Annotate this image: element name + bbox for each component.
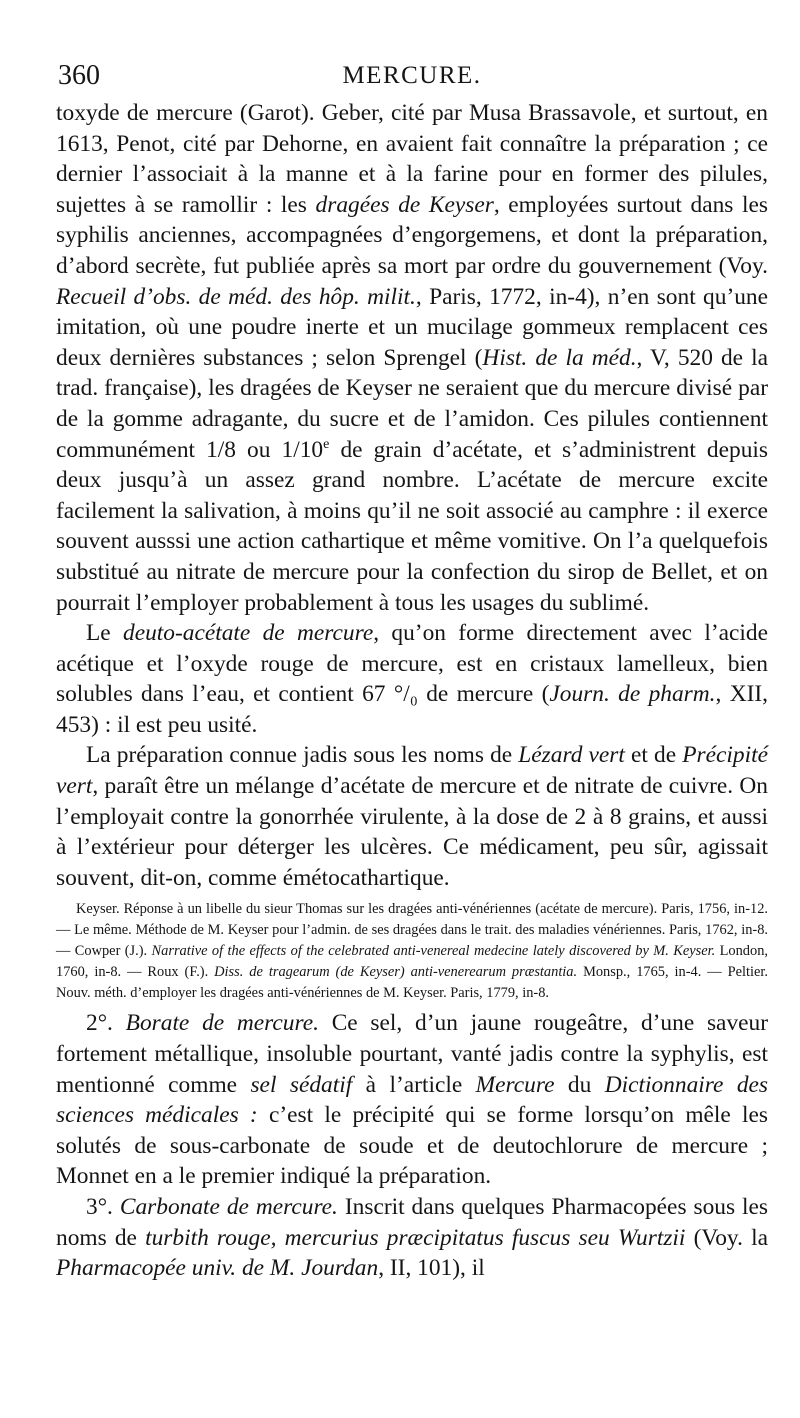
italic-text: sel sédatif	[250, 1071, 353, 1098]
bibliography-notes	[56, 899, 768, 1004]
text-run: Ce sel, d’un jaune rougeâtre, d’une saveur fortement métallique, insoluble pourtant, vanté jadis contre la syphylis, est mentionné comme	[56, 1010, 768, 1098]
italic-text: Journ. de pharm.	[549, 681, 716, 708]
text-run: Le	[86, 620, 123, 647]
text-run: Keyser. Réponse à un libelle du sieur Thomas sur les dragées anti-vénériennes (acétate de mercure). Paris, 1756, in-12. — Le même. Méthode de M. Keyser pour l’admin. de ses dragées dans le trait. des maladies vénériennes. Paris, 1762, in-8. — Cowper (J.).	[56, 901, 768, 960]
italic-text: Diss. de tragearum (de Keyser) anti-venerearum præstantia.	[214, 964, 578, 981]
text-run: à l’article	[352, 1071, 476, 1098]
italic-text: Pharmacopée univ. de M. Jourdan	[56, 1255, 379, 1282]
text-run: Inscrit dans quelques Pharmacopées sous les noms de	[56, 1194, 768, 1251]
text-run: 3°.	[86, 1194, 120, 1220]
italic-text: Carbonate de mercure.	[119, 1194, 338, 1220]
italic-text: turbith rouge, mercurius præcipitatus fuscus seu Wurtzii	[145, 1224, 686, 1251]
italic-text: Dictionnaire des sciences médicales :	[56, 1071, 768, 1129]
italic-text: Narrative of the effects of the celebrated anti-venereal medecine lately discovered by M. Keyser.	[151, 943, 716, 960]
italic-text: Hist. de la méd.	[482, 344, 637, 371]
text-run: du	[554, 1071, 605, 1098]
italic-text: Recueil d’obs. de méd. des hôp. milit.	[56, 283, 416, 310]
text-run: 2°.	[86, 1010, 126, 1037]
paragraph	[56, 1008, 768, 1192]
text-run: , employées surtout dans les syphilis anciennes, accompagnées d’engorgemens, et dont la préparation, d’abord secrète, fut publiée après sa mort par ordre du gouvernement (Voy.	[56, 191, 768, 279]
text-run: Monsp., 1765, in-4. — Peltier. Nouv. méth. d’employer les dragées anti-vénériennes de M. Keyser. Paris, 1779, in-8.	[56, 964, 768, 1002]
superscript-text: e	[323, 435, 330, 452]
page-header	[56, 58, 768, 98]
paragraph	[56, 1192, 768, 1284]
text-run: La préparation connue jadis sous les noms de	[86, 742, 519, 769]
italic-text: deuto-acétate de mercure	[123, 620, 374, 647]
text-run: (Voy. la	[685, 1224, 768, 1251]
text-run: , qu’on forme directement avec l’acide acétique et l’oxyde rouge de mercure, est en cristaux lamelleux, bien solubles dans l’eau, et contient 67 °/₀ de mercure (	[56, 620, 768, 708]
text-run: c’est le précipité qui se forme lorsqu’on mêle les solutés de sous-carbonate de soude et de deutochlorure de mercure ; Monnet en a le premier indiqué la préparation.	[56, 1102, 768, 1190]
text-run: , Paris, 1772, in-4), n’en sont qu’une imitation, où une poudre inerte et un mucilage gommeux remplacent ces deux dernières substances ; selon Sprengel (	[56, 283, 769, 371]
text-run: et de	[624, 742, 683, 769]
italic-text: Précipité vert	[56, 742, 768, 800]
bibliography-paragraph	[56, 899, 768, 1004]
text-run: de grain d’acétate, et s’administrent depuis deux jusqu’à un assez grand nombre. L’acétate de mercure excite facilement la salivation, à moins qu’il ne soit associé au camphre : il exerce souvent ausssi une action cathartique et même vomitive. On l’a quelquefois substitué au nitrate de mercure pour la confection du sirop de Bellet, et on pourrait l’employer probablement à tous les usages du sublimé.	[56, 436, 768, 616]
body-text-lower	[56, 1008, 768, 1283]
page-number: 360	[58, 60, 100, 91]
text-run: , XII, 453) : il est peu usité.	[56, 681, 769, 738]
text-run: , paraît être un mélange d’acétate de mercure et de nitrate de cuivre. On l’employait contre la gonorrhée virulente, à la dose de 2 à 8 grains, et aussi à l’extérieur pour déterger les ulcères. Ce médicament, peu sûr, agissait souvent, dit-on, comme émétocathartique.	[56, 773, 768, 891]
paragraph	[56, 618, 768, 740]
body-text-upper	[56, 98, 768, 893]
text-run: London, 1760, in-8. — Roux (F.).	[56, 943, 768, 981]
running-head: MERCURE.	[342, 62, 482, 89]
paragraph	[56, 98, 768, 618]
text-run: , II, 101), il	[378, 1255, 485, 1282]
paragraph	[56, 740, 768, 893]
text-run: , V, 520 de la trad. française), les dragées de Keyser ne seraient que du mercure divisé par de la gomme adragante, du sucre et de l’amidon. Ces pilules contiennent communément 1/8 ou 1/10	[56, 344, 768, 463]
italic-text: dragées de Keyser	[315, 191, 494, 218]
italic-text: Borate de mercure.	[125, 1010, 319, 1037]
italic-text: Mercure	[475, 1071, 555, 1098]
italic-text: Lézard vert	[518, 742, 625, 769]
text-run: toxyde de mercure (Garot). Geber, cité par Musa Brassavole, et surtout, en 1613, Penot, cité par Dehorne, en avaient fait connaître la préparation ; ce dernier l’associait à la manne et à la farine pour en former des pilules, sujettes à se ramollir : les	[56, 100, 768, 218]
